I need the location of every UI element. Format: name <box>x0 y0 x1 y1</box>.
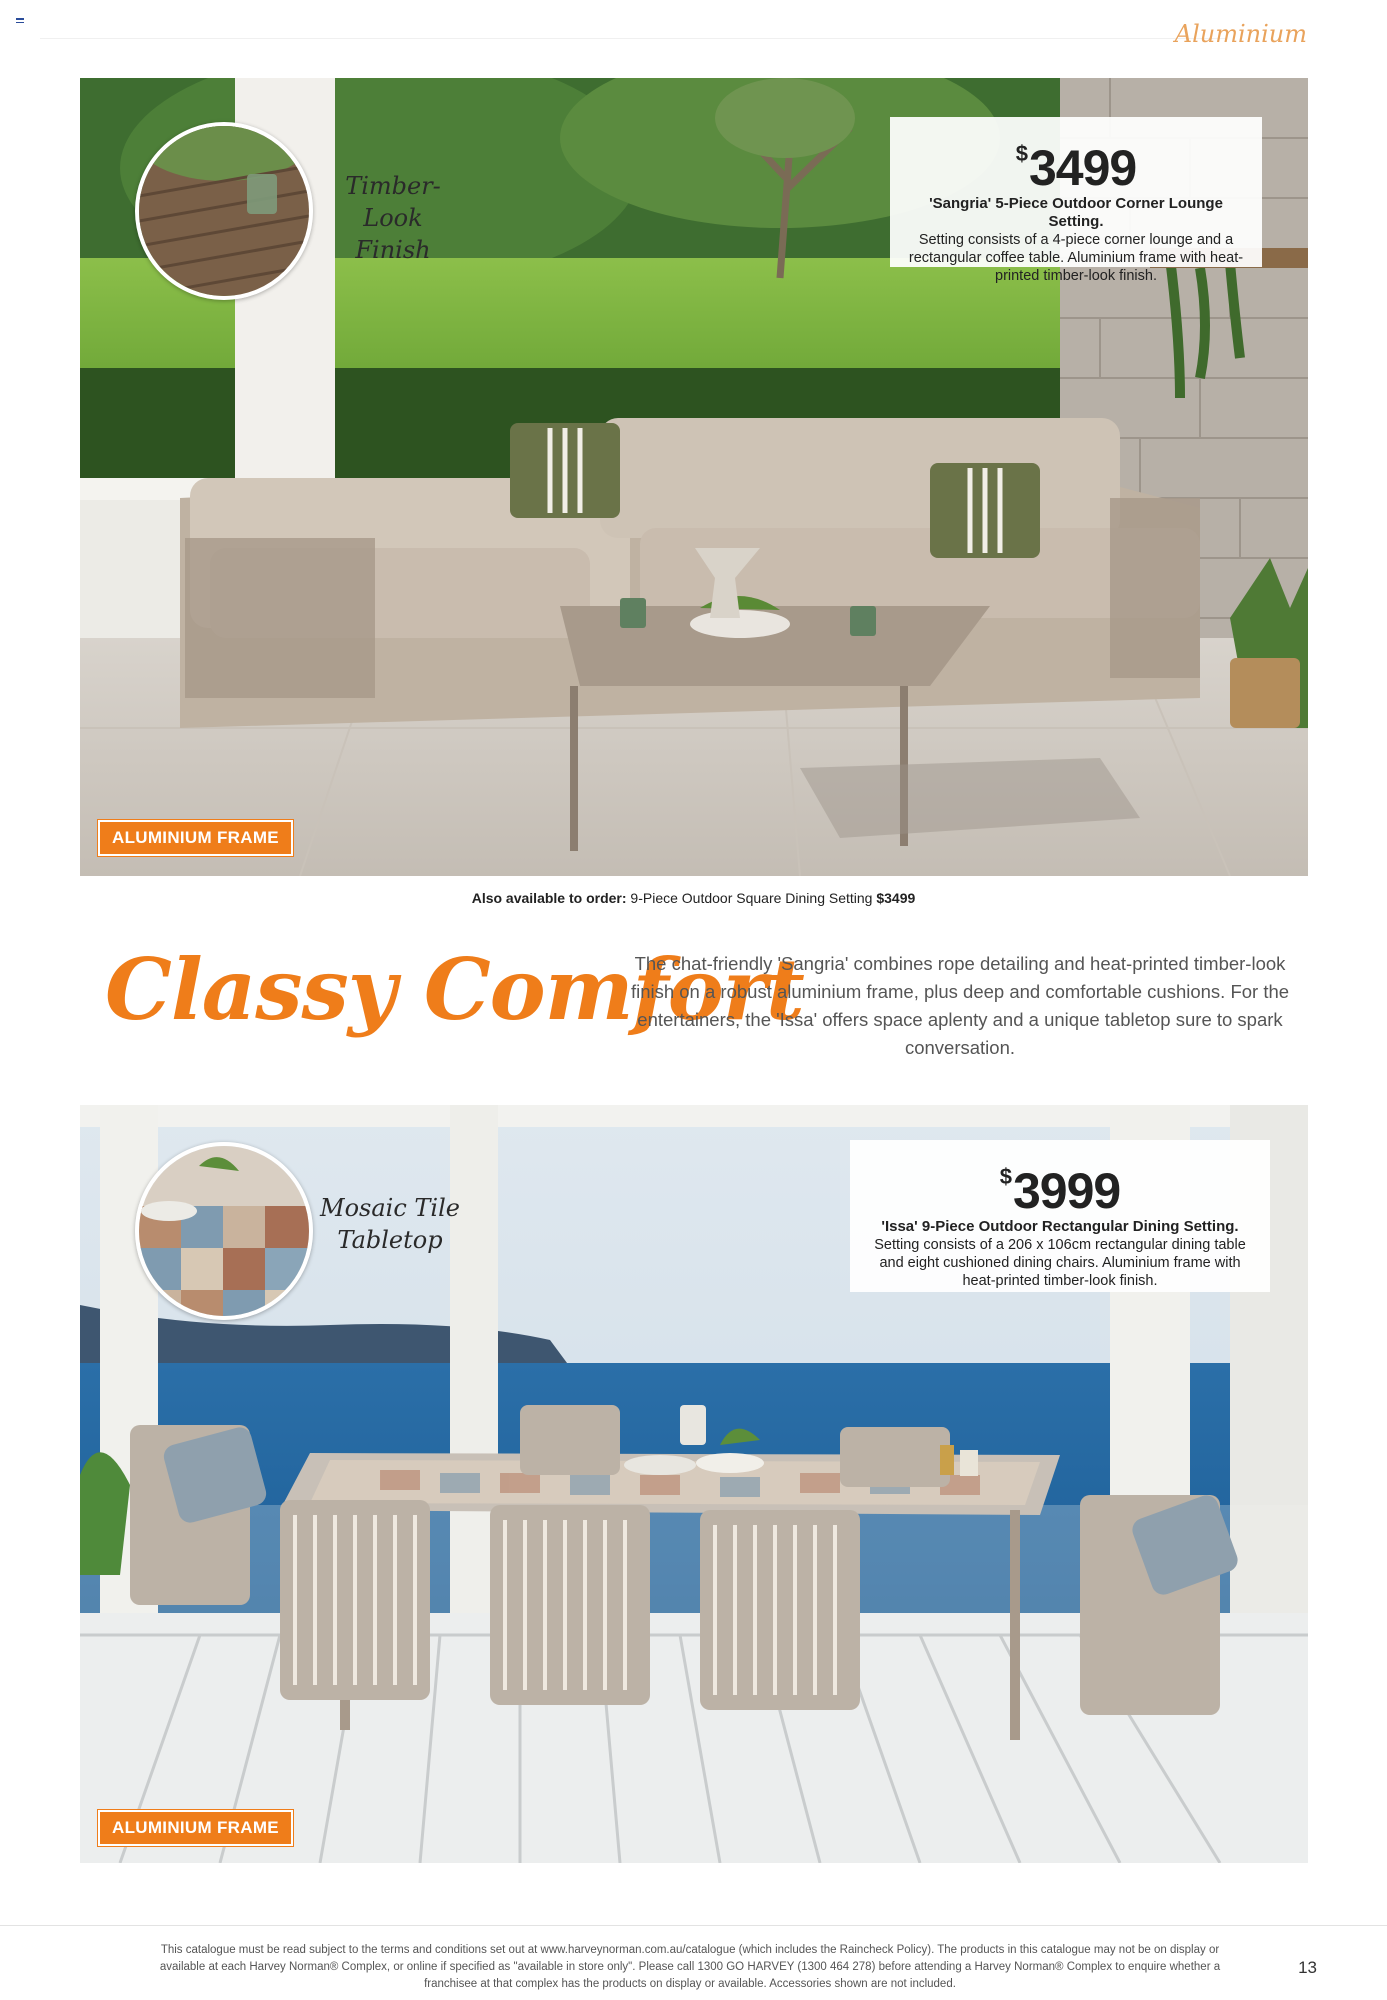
page-number: 13 <box>1298 1958 1317 1977</box>
issa-price <box>864 1150 1256 1218</box>
timber-look-caption-line1: Timber-Look <box>345 172 441 232</box>
timber-look-caption <box>318 170 468 266</box>
footer-divider <box>0 1925 1387 1926</box>
issa-product-name: 'Issa' 9-Piece Outdoor Rectangular Dining Setting. <box>881 1218 1239 1235</box>
mosaic-tile-caption <box>320 1192 460 1256</box>
also-available-price: $3499 <box>876 890 916 906</box>
mosaic-tile-inset-image <box>135 1142 313 1320</box>
headline: Classy Comfort <box>105 940 804 1039</box>
catalogue-disclaimer: This catalogue must be read subject to the terms and conditions set out at www.harveynorman.com.au/catalogue (which includes the Raincheck Policy). The products in this catalogue may not be on display or available at each Harvey Norman® Complex, or online if specified as "available in store only". Please call 1300 GO HARVEY (1300 464 278) before attending a Harvey Norman® Complex to enquire whether a franchisee at that complex has the products on display or available. Accessories shown are not included. <box>159 1944 1221 1990</box>
timber-look-inset-image <box>135 122 313 300</box>
sangria-product-description: Setting consists of a 4-piece corner lounge and a rectangular coffee table. Aluminium frame with heat-printed timber-look finish. <box>908 232 1244 284</box>
mosaic-tile-caption-line1: Mosaic Tile <box>320 1194 460 1222</box>
mosaic-tile-caption-line2: Tabletop <box>337 1226 443 1254</box>
sangria-currency-symbol: $ <box>1015 141 1027 166</box>
top-divider <box>40 38 1227 39</box>
issa-price-card <box>850 1140 1270 1292</box>
section-label: Aluminium <box>1174 20 1307 48</box>
sangria-price <box>904 127 1248 195</box>
issa-price-value: 3999 <box>1013 1163 1121 1219</box>
issa-product-description: Setting consists of a 206 x 106cm rectangular dining table and eight cushioned dining chairs. Aluminium frame with heat-printed timber-look finish. <box>874 1237 1246 1289</box>
issa-aluminium-frame-badge: ALUMINIUM FRAME <box>98 1810 293 1846</box>
sangria-price-card <box>890 117 1262 284</box>
also-available-note <box>0 890 1387 906</box>
sangria-price-value: 3499 <box>1029 140 1137 196</box>
issa-currency-symbol: $ <box>999 1164 1011 1189</box>
menu-icon[interactable] <box>16 18 24 25</box>
timber-look-caption-line2: Finish <box>355 236 431 264</box>
intro-blurb: The chat-friendly 'Sangria' combines rope detailing and heat-printed timber-look finish on a robust aluminium frame, plus deep and comfortable cushions. For the entertainers, the 'Issa' offers space aplenty and a unique tabletop sure to spark conversation. <box>630 953 1290 1058</box>
sangria-product-name: 'Sangria' 5-Piece Outdoor Corner Lounge Setting. <box>929 195 1223 230</box>
sangria-aluminium-frame-badge: ALUMINIUM FRAME <box>98 820 293 856</box>
also-available-text: 9-Piece Outdoor Square Dining Setting <box>630 890 873 906</box>
also-available-prefix: Also available to order: <box>471 890 627 906</box>
